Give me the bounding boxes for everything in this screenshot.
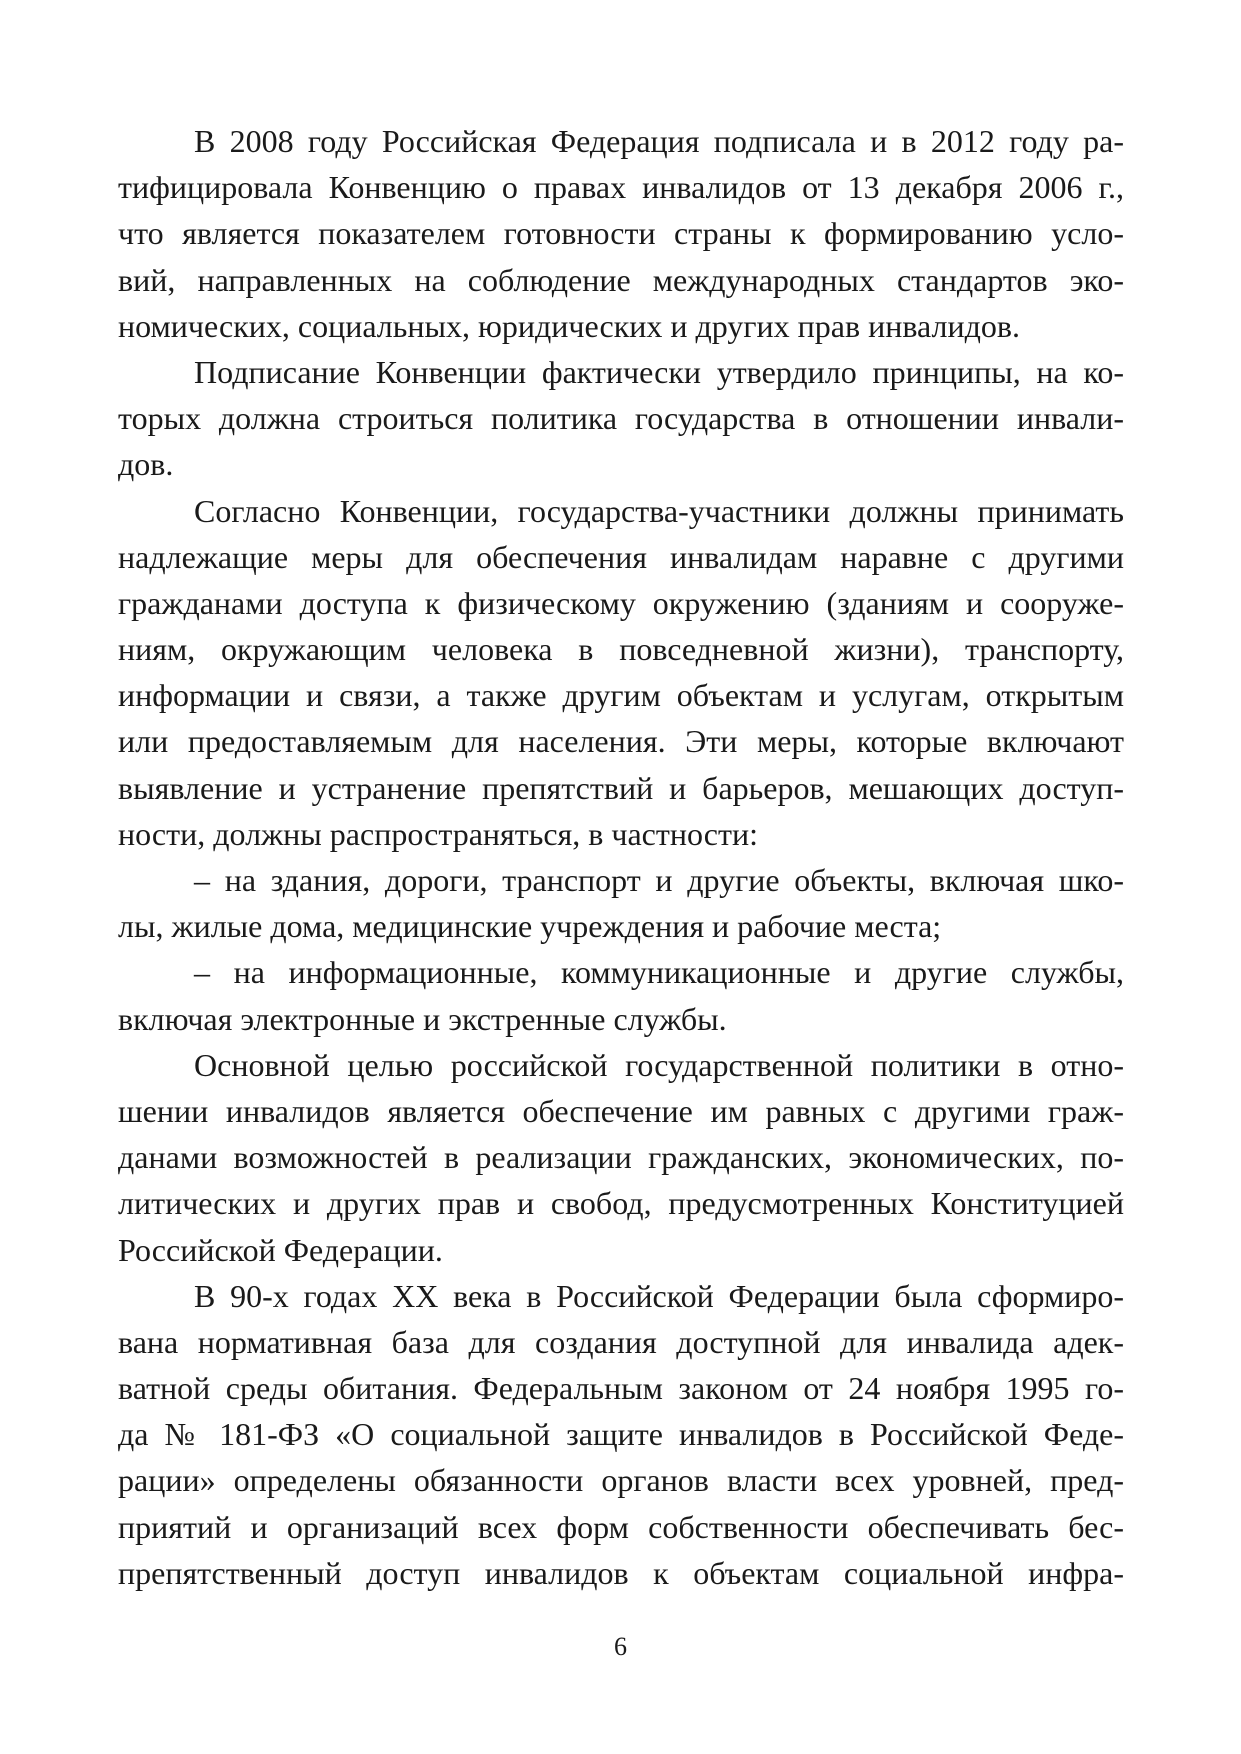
text-line: ватной среды обитания. Федеральным законом от 24 ноября 1995 го-	[118, 1370, 1124, 1407]
text-line: литических и других прав и свобод, предусмотренных Конституцией	[118, 1185, 1124, 1222]
page-number: 6	[614, 1632, 627, 1661]
text-line: тифицировала Конвенцию о правах инвалидов от 13 декабря 2006 г.,	[118, 169, 1124, 206]
text-line: шении инвалидов является обеспечение им равных с другими граж-	[118, 1092, 1124, 1129]
list-item-line: – на информационные, коммуникационные и другие службы,	[194, 954, 1124, 991]
text-line: приятий и организаций всех форм собственности обеспечивать бес-	[118, 1508, 1124, 1545]
text-line: вий, направленных на соблюдение международных стандартов эко-	[118, 261, 1124, 298]
text-line: рации» определены обязанности органов власти всех уровней, пред-	[118, 1462, 1124, 1499]
text-line: В 90-х годах XX века в Российской Федерации была сформиро-	[194, 1277, 1124, 1314]
body-text	[118, 118, 1124, 1596]
text-line: да № 181-ФЗ «О социальной защите инвалидов в Российской Феде-	[118, 1416, 1124, 1453]
text-line: данами возможностей в реализации гражданских, экономических, по-	[118, 1139, 1124, 1176]
text-line: информации и связи, а также другим объектам и услугам, открытым	[118, 677, 1124, 714]
text-line: ниям, окружающим человека в повседневной жизни), транспорту,	[118, 631, 1124, 668]
text-line: препятственный доступ инвалидов к объектам социальной инфра-	[118, 1554, 1124, 1591]
text-line: или предоставляемым для населения. Эти меры, которые включают	[118, 723, 1124, 760]
text-line: гражданами доступа к физическому окружению (зданиям и сооруже-	[118, 584, 1124, 621]
text-line: Российской Федерации.	[118, 1231, 443, 1268]
list-item-line: – на здания, дороги, транспорт и другие объекты, включая шко-	[194, 862, 1124, 898]
list-item-line: включая электронные и экстренные службы.	[118, 1000, 727, 1037]
text-line: Согласно Конвенции, государства-участники должны принимать	[194, 492, 1124, 529]
text-line: Основной целью российской государственной политики в отно-	[194, 1046, 1124, 1083]
text-line: номических, социальных, юридических и других прав инвалидов.	[118, 307, 1020, 344]
text-line: вана нормативная база для создания доступной для инвалида адек-	[118, 1323, 1124, 1360]
text-line: ности, должны распространяться, в частности:	[118, 815, 758, 852]
text-line: В 2008 году Российская Федерация подписала и в 2012 году ра-	[194, 123, 1124, 159]
text-line: Подписание Конвенции фактически утвердило принципы, на ко-	[194, 353, 1124, 390]
text-line: что является показателем готовности страны к формированию усло-	[118, 215, 1124, 252]
text-line: выявление и устранение препятствий и барьеров, мешающих доступ-	[118, 769, 1124, 806]
text-line: дов.	[118, 446, 174, 483]
list-item-line: лы, жилые дома, медицинские учреждения и рабочие места;	[118, 908, 942, 945]
text-line: надлежащие меры для обеспечения инвалидам наравне с другими	[118, 538, 1124, 575]
text-line: торых должна строиться политика государства в отношении инвали-	[118, 400, 1124, 437]
